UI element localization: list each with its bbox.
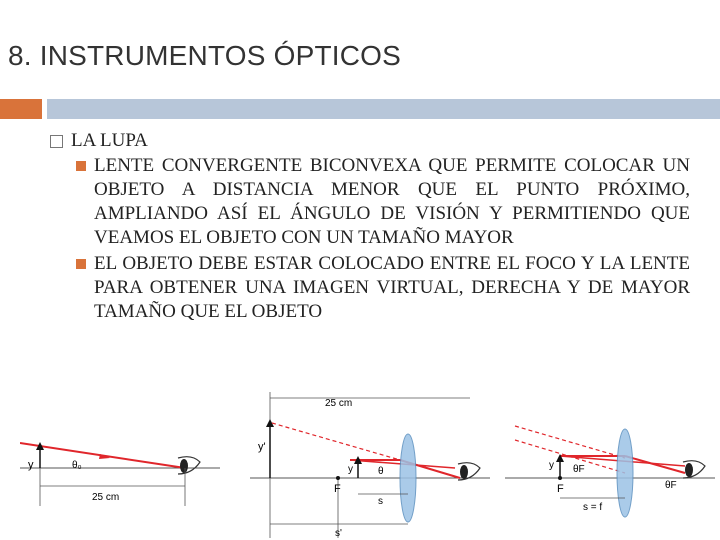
label-focus: F bbox=[557, 483, 564, 495]
bullet-item bbox=[50, 252, 690, 324]
label-y: y bbox=[348, 464, 353, 475]
bullet-text: EL OBJETO DEBE ESTAR COLOCADO ENTRE EL FOCO Y LA LENTE PARA OBTENER UNA IMAGEN VIRTUAL, DERECHA Y DE MAYOR TAMAÑO QUE EL OBJETO bbox=[94, 253, 690, 322]
bullet-item bbox=[50, 154, 690, 250]
square-bullet-icon bbox=[76, 161, 86, 171]
bullet-text: LENTE CONVERGENTE BICONVEXA QUE PERMITE COLOCAR UN OBJETO A DISTANCIA MENOR QUE EL PUNTO PRÓXIMO, AMPLIANDO ASÍ EL ÁNGULO DE VISIÓN Y PERMITIENDO QUE VEAMOS EL OBJETO CON UN TAMAÑO MAYOR bbox=[94, 155, 690, 248]
label-y: y bbox=[549, 460, 554, 471]
slide-title: 8. INSTRUMENTOS ÓPTICOS bbox=[8, 40, 402, 71]
figure-magnifier bbox=[250, 388, 490, 540]
square-bullet-icon bbox=[50, 135, 63, 148]
virtual-ray bbox=[515, 426, 625, 458]
heading-label: LA LUPA bbox=[71, 130, 148, 151]
accent-bar bbox=[0, 99, 42, 119]
square-bullet-icon bbox=[76, 259, 86, 269]
light-ray bbox=[625, 456, 685, 473]
label-theta-right: θF bbox=[665, 480, 677, 491]
virtual-ray bbox=[272, 423, 400, 460]
heading-item bbox=[50, 130, 690, 152]
eye-icon bbox=[683, 461, 705, 478]
label-y-image: y' bbox=[258, 441, 266, 453]
label-theta: θF bbox=[573, 464, 585, 475]
label-theta: θ₀ bbox=[72, 460, 82, 471]
label-s-image: s' bbox=[335, 528, 342, 539]
label-theta: θ bbox=[378, 466, 384, 477]
convex-lens bbox=[617, 429, 633, 517]
label-top-dist: 25 cm bbox=[325, 398, 353, 409]
eye-icon bbox=[458, 463, 480, 480]
eye-icon bbox=[178, 457, 200, 474]
slide-content bbox=[50, 130, 690, 324]
label-s: s bbox=[378, 496, 383, 507]
figure-object-at-focus bbox=[505, 388, 715, 528]
convex-lens bbox=[400, 434, 416, 522]
label-y: y bbox=[28, 459, 34, 471]
figure-naked-eye bbox=[20, 388, 220, 518]
title-band bbox=[47, 99, 720, 119]
focus-point bbox=[336, 476, 340, 480]
label-dist: 25 cm bbox=[92, 492, 120, 503]
focus-point bbox=[558, 476, 562, 480]
label-focus: F bbox=[334, 483, 341, 495]
label-s-eq: s = f bbox=[583, 502, 603, 513]
